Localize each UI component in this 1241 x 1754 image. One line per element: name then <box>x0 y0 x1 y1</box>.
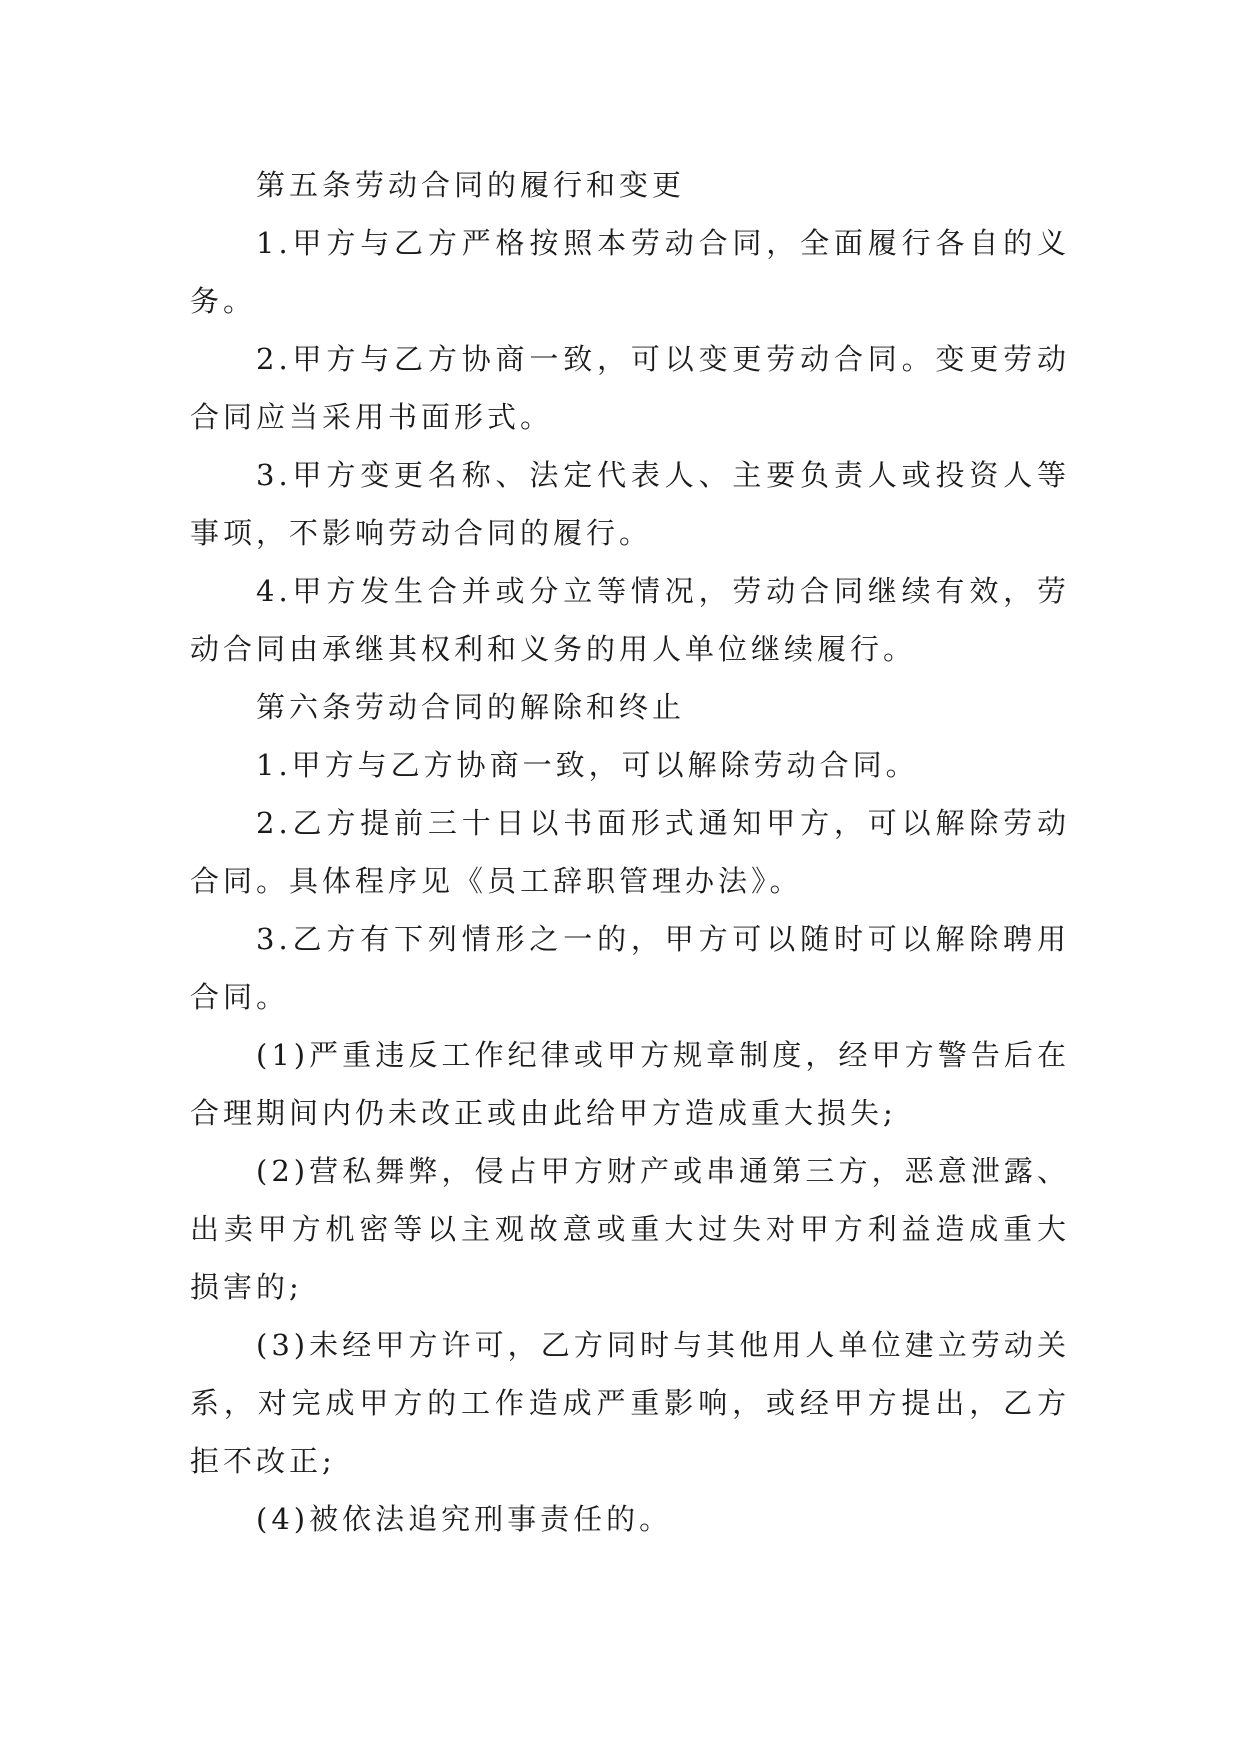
paragraph: (2)营私舞弊，侵占甲方财产或串通第三方，恶意泄露、出卖甲方机密等以主观故意或重大过失对甲方利益造成重大损害的; <box>190 1154 1070 1304</box>
paragraph: 1.甲方与乙方协商一致，可以解除劳动合同。 <box>256 748 919 782</box>
paragraph: (1)严重违反工作纪律或甲方规章制度，经甲方警告后在合理期间内仍未改正或由此给甲方造成重大损失; <box>190 1038 1070 1130</box>
paragraph: 1.甲方与乙方严格按照本劳动合同，全面履行各自的义务。 <box>190 226 1070 318</box>
paragraph: 2.乙方提前三十日以书面形式通知甲方，可以解除劳动合同。具体程序见《员工辞职管理办法》。 <box>190 806 1070 898</box>
article-6-heading: 第六条劳动合同的解除和终止 <box>256 690 686 724</box>
article-5-heading: 第五条劳动合同的履行和变更 <box>256 168 686 202</box>
paragraph: 3.甲方变更名称、法定代表人、主要负责人或投资人等事项，不影响劳动合同的履行。 <box>190 458 1070 550</box>
document-body <box>190 156 1070 1548</box>
paragraph: 4.甲方发生合并或分立等情况，劳动合同继续有效，劳动合同由承继其权利和义务的用人单位继续履行。 <box>190 574 1070 666</box>
paragraph: 3.乙方有下列情形之一的，甲方可以随时可以解除聘用合同。 <box>190 922 1070 1014</box>
paragraph: (3)未经甲方许可，乙方同时与其他用人单位建立劳动关系，对完成甲方的工作造成严重影响，或经甲方提出，乙方拒不改正; <box>190 1328 1070 1478</box>
paragraph: 2.甲方与乙方协商一致，可以变更劳动合同。变更劳动合同应当采用书面形式。 <box>190 342 1070 434</box>
paragraph: (4)被依法追究刑事责任的。 <box>256 1502 673 1536</box>
